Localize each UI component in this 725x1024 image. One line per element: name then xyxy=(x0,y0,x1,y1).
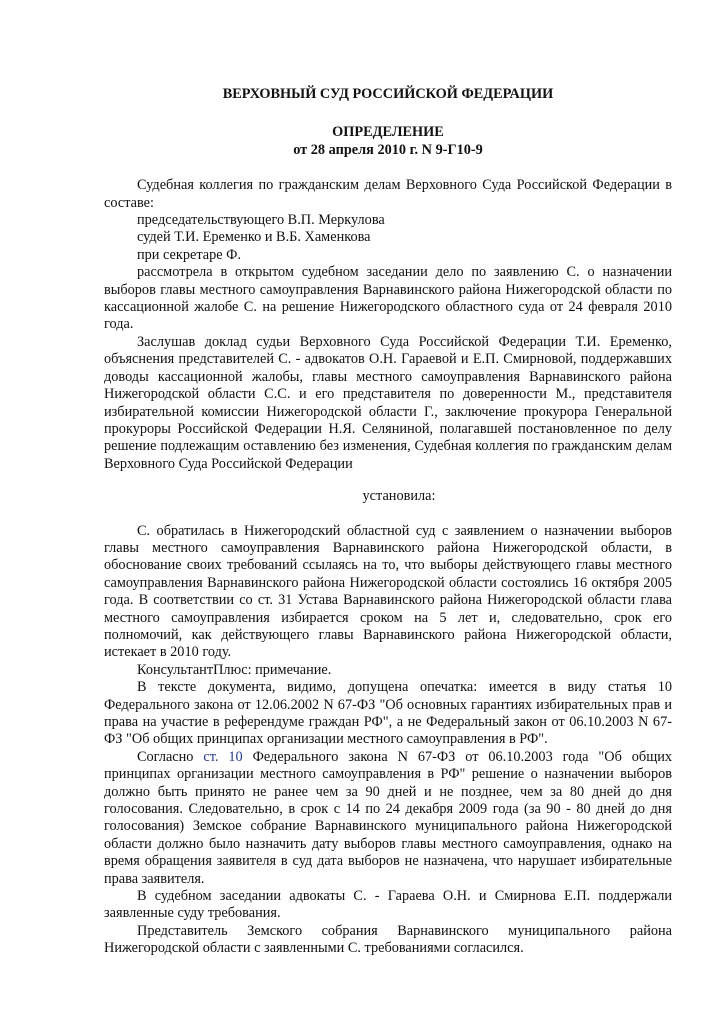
law-article-link[interactable]: ст. 10 xyxy=(203,748,243,765)
document-page xyxy=(104,82,672,958)
law-text-pre: Согласно xyxy=(137,748,204,765)
consultant-note-label: КонсультантПлюс: примечание. xyxy=(137,661,332,678)
ruling-heading: установила: xyxy=(362,488,436,505)
document-type: ОПРЕДЕЛЕНИЕ xyxy=(332,124,444,141)
chair-line: председательствующего В.П. Меркулова xyxy=(137,212,385,229)
considered-paragraph: рассмотрела в открытом судебном заседании дело по заявлению С. о назначении выборов главы местного самоуправления Варнавинского района Нижегородской области по кассационной жалобе С. на решение Нижегородского областного суда от 24 февраля 2010 года. xyxy=(104,264,672,333)
hearing-paragraph: Заслушав доклад судьи Верховного Суда Российской Федерации Т.И. Еременко, объяснения представителей С. - адвокатов О.Н. Гараевой и Е.П. Смирновой, поддержавших доводы кассационной жалобы, главы местного самоуправления Варнавинского района Нижегородской области С.С. и его представителя по доверенности М., представителя избирательной комиссии Нижегородской области Г., заключение прокурора Генеральной прокуроры Российской Федерации Н.Я. Селяниной, полагавшей постановленное по делу решение подлежащим оставлению без изменения, Судебная коллегия по гражданским делам Верховного Суда Российской Федерации xyxy=(104,333,672,472)
advocates-paragraph: В судебном заседании адвокаты С. - Гараева О.Н. и Смирнова Е.П. поддержали заявленные суду требования. xyxy=(104,888,672,922)
document-date: от 28 апреля 2010 г. N 9-Г10-9 xyxy=(293,141,483,158)
court-title: ВЕРХОВНЫЙ СУД РОССИЙСКОЙ ФЕДЕРАЦИИ xyxy=(222,86,554,102)
consultant-note-text: В тексте документа, видимо, допущена опечатка: имеется в виду статья 10 Федерального закона от 12.06.2002 N 67-ФЗ "Об основных гарантиях избирательных прав и права на участие в референдуме граждан РФ", а не Федеральный закон от 06.10.2003 N 67-ФЗ "Об общих принципах организации местного самоуправления в РФ". xyxy=(104,679,672,748)
representative-paragraph: Представитель Земского собрания Варнавинского муниципального района Нижегородской области с заявленными С. требованиями согласился. xyxy=(104,922,672,957)
secretary-line: при секретаре Ф. xyxy=(137,246,242,263)
facts-paragraph: С. обратилась в Нижегородский областной суд с заявлением о назначении выборов главы местного самоуправления Варнавинского района Нижегородской области, в обоснование своих требований ссылаясь на то, что выборы действующего главы местного самоуправления Варнавинского района Нижегородской области состоялись 16 октября 2005 года. В соответствии со ст. 31 Устава Варнавинского района Нижегородской области глава местного самоуправления избирается сроком на 5 лет и, следовательно, срок его полномочий, как действующего главы Варнавинского района Нижегородской области, истекает в 2010 году. xyxy=(104,522,672,661)
intro-paragraph: Судебная коллегия по гражданским делам Верховного Суда Российской Федерации в составе: xyxy=(104,177,672,211)
judges-line: судей Т.И. Еременко и В.Б. Хаменкова xyxy=(137,229,371,246)
law-paragraph xyxy=(104,749,672,888)
law-text-post: Федерального закона N 67-ФЗ от 06.10.2003 года "Об общих принципах организации местного самоуправления в РФ" решение о назначении выборов должно быть принято не ранее чем за 90 дней и не позднее, чем за 80 дней до дня голосования. Следовательно, в срок с 14 по 24 декабря 2009 года (за 90 - 80 дней до дня голосования) Земское собрание Варнавинского муниципального района Нижегородской области должно было назначить дату выборов главы местного самоуправления, однако на время обращения заявителя в суд дата выборов не назначена, что нарушает избирательные права заявителя. xyxy=(104,748,672,887)
